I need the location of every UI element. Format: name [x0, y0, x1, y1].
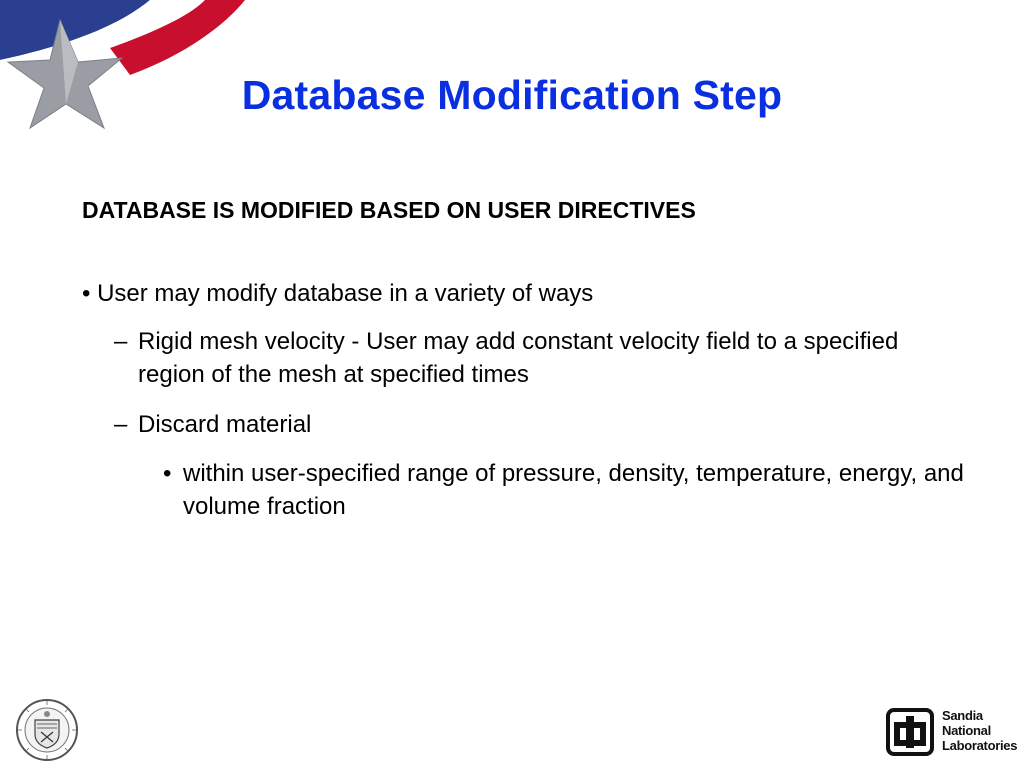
- thunderbird-icon: [886, 706, 938, 758]
- sandia-line1: Sandia: [942, 708, 983, 723]
- dash-marker: –: [114, 411, 128, 438]
- bullet-text: within user-specified range of pressure, density, temperature, energy, and volume fraction: [183, 460, 964, 520]
- bullet-level2-rigid-mesh: [114, 325, 954, 391]
- bullet-level1: [82, 277, 982, 310]
- bullet-level3-range: [163, 457, 983, 523]
- slide-title: Database Modification Step: [241, 72, 783, 118]
- bullet-text: User may modify database in a variety of ways: [97, 280, 594, 307]
- bullet-text: Discard material: [138, 411, 312, 438]
- bullet-marker: •: [82, 280, 91, 307]
- dash-marker: –: [114, 328, 128, 355]
- section-heading: DATABASE IS MODIFIED BASED ON USER DIRECTIVES: [82, 197, 696, 223]
- sandia-logo: [886, 706, 1018, 758]
- sandia-wordmark: [942, 708, 1017, 753]
- doe-seal-icon: [15, 698, 79, 762]
- sandia-line3: Laboratories: [942, 738, 1018, 753]
- bullet-marker: •: [163, 460, 172, 487]
- sandia-line2: National: [942, 723, 991, 738]
- bullet-text: Rigid mesh velocity - User may add constant velocity field to a specified region of the mesh at specified times: [138, 328, 899, 388]
- bullet-level2-discard: [114, 408, 954, 441]
- star-swoosh-icon: [0, 0, 280, 140]
